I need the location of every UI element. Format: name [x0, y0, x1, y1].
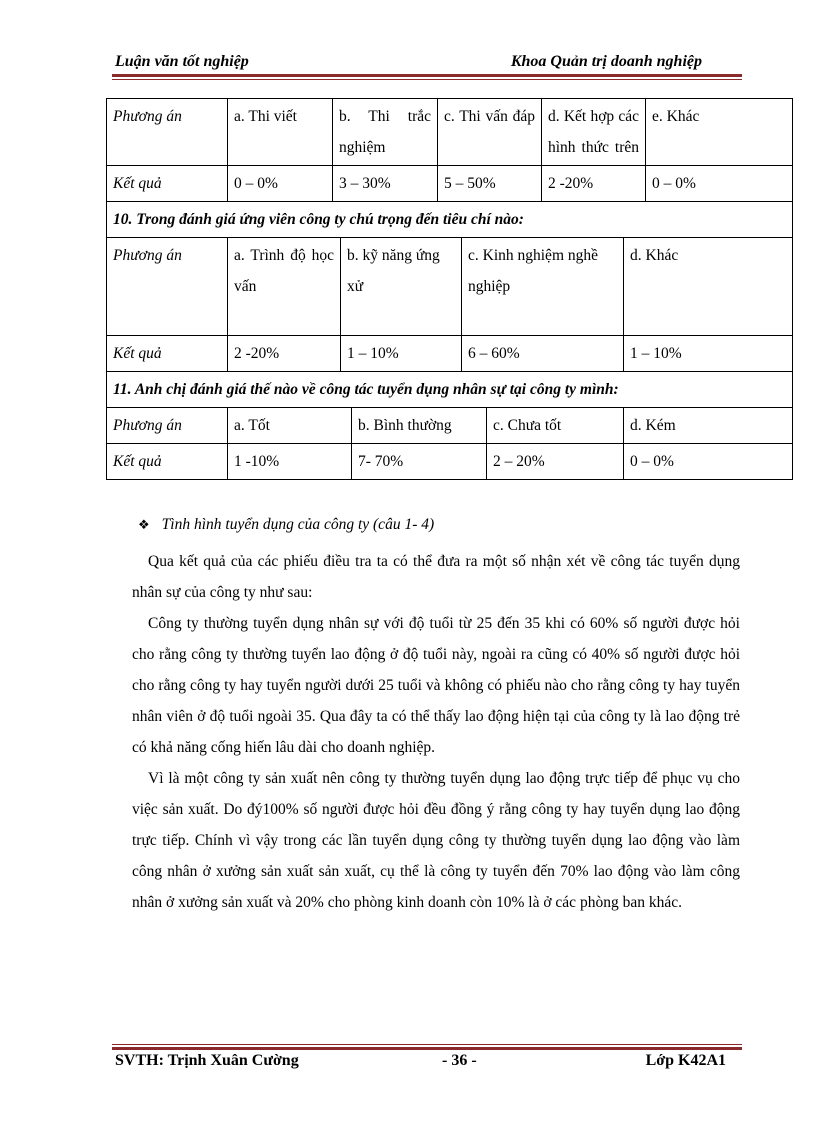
section-heading — [138, 516, 434, 534]
q9-result-row — [107, 166, 793, 202]
paragraph-1: Qua kết quả của các phiếu điều tra ta có thể đưa ra một số nhận xét về công tác tuyển dụng nhân sự của công ty như sau: — [132, 553, 740, 601]
q10-option-c: c. Kinh nghiệm nghề nghiệp — [462, 238, 624, 336]
header-rule-thick — [112, 74, 742, 77]
q11-question: 11. Anh chị đánh giá thế nào về công tác tuyển dụng nhân sự tại công ty mình: — [107, 372, 793, 408]
q11-question-row — [107, 372, 793, 408]
q10-result-row — [107, 336, 793, 372]
q11-result-b: 7- 70% — [352, 444, 487, 480]
q9-result-a: 0 – 0% — [228, 166, 333, 202]
paragraph-2: Công ty thường tuyển dụng nhân sự với độ tuổi từ 25 đến 35 khi có 60% số người được hỏi cho rằng công ty thường tuyển lao động ở độ tuổi này, ngoài ra cũng có 40% số người được hỏi cho rằng công ty hay tuyển người dưới 25 tuổi và không có phiếu nào cho rằng công ty hay tuyển nhân viên ở độ tuổi ngoài 35. Qua đây ta có thể thấy lao động hiện tại của công ty là lao động trẻ có khả năng cống hiến lâu dài cho doanh nghiệp. — [132, 615, 740, 756]
q10-result-d: 1 – 10% — [624, 336, 793, 372]
q10-question: 10. Trong đánh giá ứng viên công ty chú trọng đến tiêu chí nào: — [107, 202, 793, 238]
q10-option-row — [107, 238, 793, 336]
header-faculty: Khoa Quản trị doanh nghiệp — [510, 53, 702, 70]
q10-option-a: a. Trình độ học vấn — [228, 238, 341, 336]
q10-option-d: d. Khác — [624, 238, 793, 336]
q11-result-d: 0 – 0% — [624, 444, 793, 480]
q9-result-label: Kết quả — [107, 166, 228, 202]
paragraph-3: Vì là một công ty sản xuất nên công ty thường tuyển dụng lao động trực tiếp để phục vụ cho việc sản xuất. Do đý100% số người được hỏi đều đồng ý rằng công ty hay tuyển dụng lao động trực tiếp. Chính vì vậy trong các lần tuyển dụng công ty thường tuyển dụng lao động vào làm công nhân ở xưởng sản xuất sản xuất, cụ thể là công ty tuyển đến 70% lao động vào làm công nhân ở xưởng sản xuất và 20% cho phòng kinh doanh còn 10% là ở các phòng ban khác. — [132, 770, 740, 911]
page-header — [112, 50, 742, 72]
header-thesis-title: Luận văn tốt nghiệp — [115, 53, 249, 70]
q10-option-label: Phương án — [107, 238, 228, 336]
q10-result-a: 2 -20% — [228, 336, 341, 372]
q10-question-row — [107, 202, 793, 238]
q9-table — [106, 98, 793, 202]
q9-option-c: c. Thi vấn đáp — [438, 99, 542, 166]
q11-option-b: b. Bình thường — [352, 408, 487, 444]
q9-option-d: d. Kết hợp các hình thức trên — [542, 99, 646, 166]
footer-rule-thin — [112, 1044, 742, 1045]
page-footer — [112, 1050, 742, 1074]
body-text — [132, 546, 740, 918]
q9-option-a: a. Thi viết — [228, 99, 333, 166]
section-title: Tình hình tuyển dụng của công ty (câu 1- 4) — [161, 516, 435, 533]
q11-option-a: a. Tốt — [228, 408, 352, 444]
q11-table — [106, 372, 793, 480]
q11-result-label: Kết quả — [107, 444, 228, 480]
q9-result-d: 2 -20% — [542, 166, 646, 202]
q9-option-label: Phương án — [107, 99, 228, 166]
q10-table — [106, 202, 793, 372]
q10-result-c: 6 – 60% — [462, 336, 624, 372]
footer-student: SVTH: Trịnh Xuân Cường — [115, 1052, 299, 1069]
q11-result-a: 1 -10% — [228, 444, 352, 480]
page-number: - 36 - — [442, 1052, 477, 1069]
footer-class: Lớp K42A1 — [645, 1052, 726, 1069]
q11-option-c: c. Chưa tốt — [487, 408, 624, 444]
diamond-bullet-icon: ❖ — [138, 517, 150, 532]
survey-results-table — [106, 98, 792, 480]
q9-option-b: b. Thi trắc nghiệm — [333, 99, 438, 166]
q11-option-row — [107, 408, 793, 444]
q10-result-b: 1 – 10% — [341, 336, 462, 372]
q9-option-e: e. Khác — [646, 99, 793, 166]
header-rule-thin — [112, 79, 742, 80]
q11-result-row — [107, 444, 793, 480]
q10-result-label: Kết quả — [107, 336, 228, 372]
q11-option-label: Phương án — [107, 408, 228, 444]
q9-option-row — [107, 99, 793, 166]
q10-option-b: b. kỹ năng ứng xử — [341, 238, 462, 336]
q9-result-b: 3 – 30% — [333, 166, 438, 202]
q11-option-d: d. Kém — [624, 408, 793, 444]
q9-result-c: 5 – 50% — [438, 166, 542, 202]
q11-result-c: 2 – 20% — [487, 444, 624, 480]
q9-result-e: 0 – 0% — [646, 166, 793, 202]
